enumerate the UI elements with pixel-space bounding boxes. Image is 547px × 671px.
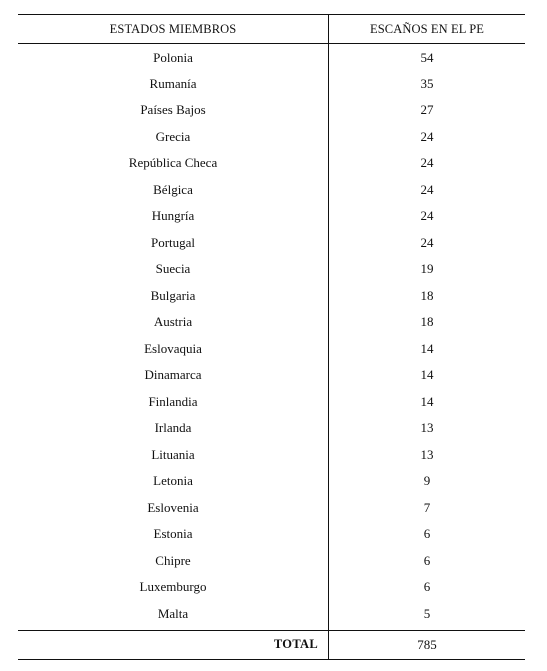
table-body: [18, 44, 525, 631]
seats-cell: 18: [420, 287, 434, 303]
member-state-cell: Lituania: [18, 441, 329, 468]
seats-cell: 24: [420, 128, 434, 144]
seats-cell: 9: [423, 473, 431, 489]
table-row: [18, 441, 525, 468]
member-state-cell: República Checa: [18, 150, 329, 177]
table-row: [18, 203, 525, 230]
table-row: [18, 494, 525, 521]
member-state-cell: Eslovenia: [18, 494, 329, 521]
seats-cell: 13: [420, 420, 434, 436]
total-label: TOTAL: [18, 630, 329, 659]
member-state-cell: Hungría: [18, 203, 329, 230]
total-value: 785: [329, 630, 526, 659]
member-state-cell: Malta: [18, 600, 329, 627]
seats-cell: 13: [420, 446, 434, 462]
member-state-cell: Austria: [18, 309, 329, 336]
table-row: [18, 229, 525, 256]
member-state-cell: Letonia: [18, 468, 329, 495]
seats-cell: 19: [420, 261, 434, 277]
seats-cell: 14: [420, 393, 434, 409]
seats-cell: 6: [423, 579, 431, 595]
member-state-cell: Suecia: [18, 256, 329, 283]
member-state-cell: Dinamarca: [18, 362, 329, 389]
seats-cell: 35: [420, 75, 434, 91]
member-state-cell: Finlandia: [18, 388, 329, 415]
table-row: [18, 521, 525, 548]
member-state-cell: Polonia: [18, 44, 329, 71]
seats-cell: 24: [420, 208, 434, 224]
table-row: [18, 44, 525, 71]
member-state-cell: Chipre: [18, 547, 329, 574]
table-row: [18, 415, 525, 442]
seats-cell: 6: [423, 526, 431, 542]
table-row: [18, 574, 525, 601]
table-row: [18, 335, 525, 362]
member-state-cell: Estonia: [18, 521, 329, 548]
seats-table: [18, 14, 525, 660]
seats-cell: 54: [420, 49, 434, 65]
member-state-cell: Rumanía: [18, 70, 329, 97]
member-state-cell: Eslovaquia: [18, 335, 329, 362]
seats-cell: 24: [420, 155, 434, 171]
table-row: [18, 176, 525, 203]
table-row: [18, 362, 525, 389]
table-row: [18, 123, 525, 150]
seats-cell: 14: [420, 340, 434, 356]
seats-cell: 6: [423, 552, 431, 568]
table-header-row: [18, 15, 525, 44]
table-row: [18, 256, 525, 283]
seats-cell: 18: [420, 314, 434, 330]
member-state-cell: Portugal: [18, 229, 329, 256]
table-row: [18, 150, 525, 177]
seats-cell: 24: [420, 234, 434, 250]
table-row: [18, 282, 525, 309]
total-row: [18, 630, 525, 659]
table-row: [18, 388, 525, 415]
member-state-cell: Grecia: [18, 123, 329, 150]
table-row: [18, 97, 525, 124]
header-seats: ESCAÑOS EN EL PE: [329, 15, 526, 44]
header-member-states: ESTADOS MIEMBROS: [18, 15, 329, 44]
member-state-cell: Bélgica: [18, 176, 329, 203]
table-row: [18, 600, 525, 627]
member-state-cell: Bulgaria: [18, 282, 329, 309]
table-row: [18, 468, 525, 495]
table-row: [18, 309, 525, 336]
member-state-cell: Países Bajos: [18, 97, 329, 124]
member-state-cell: Irlanda: [18, 415, 329, 442]
table-row: [18, 547, 525, 574]
seats-cell: 7: [423, 499, 431, 515]
seats-cell: 24: [420, 181, 434, 197]
member-state-cell: Luxemburgo: [18, 574, 329, 601]
seats-cell: 27: [420, 102, 434, 118]
table-row: [18, 70, 525, 97]
seats-cell: 5: [423, 605, 431, 621]
seats-cell: 14: [420, 367, 434, 383]
